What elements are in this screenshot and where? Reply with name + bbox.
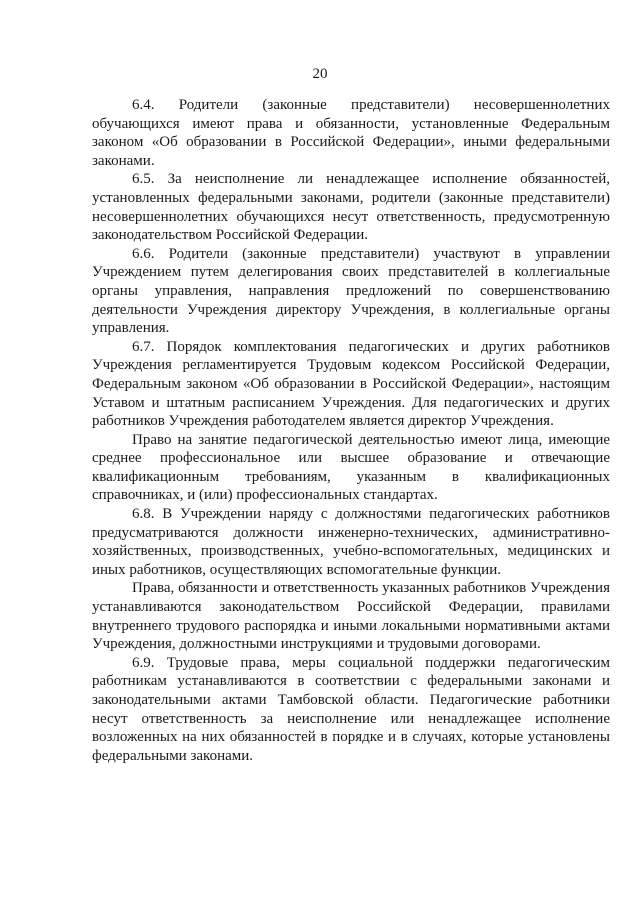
paragraph-6-8: 6.8. В Учреждении наряду с должностями педагогических работников предусматриваются должности инженерно-технических, административно-хозяйственных, производственных, учебно-вспомогательных, медицинских и иных работников, осуществляющих вспомогательные функции. xyxy=(92,506,610,578)
paragraph-6-6: 6.6. Родители (законные представители) участвуют в управлении Учреждением путем делегирования своих представителей в коллегиальные органы управления, направления предложений по совершенствованию деятельности Учреждения директору Учреждения, в коллегиальные органы управления. xyxy=(92,245,610,337)
paragraph-6-5: 6.5. За неисполнение ли ненадлежащее исполнение обязанностей, установленных федеральными законами, родители (законные представители) несовершеннолетних обучающихся несут ответственность, предусмотренную законодательством Российской Федерации. xyxy=(92,171,610,244)
paragraph-6-9: 6.9. Трудовые права, меры социальной поддержки педагогическим работникам устанавливаются в соответствии с федеральными законами и законодательными актами Тамбовской области. Педагогические работники несут ответственность за неисполнение или ненадлежащее исполнение возложенных на них обязанностей в порядке и в случаях, которые установлены федеральными законами. xyxy=(92,654,610,764)
paragraph-6-7-qualifications: Право на занятие педагогической деятельностью имеют лица, имеющие среднее профессиональное или высшее образование и отвечающие квалификационным требованиям, указанным в квалификационных справочниках, и (или) профессиональных стандартах. xyxy=(92,431,610,504)
paragraph-6-4: 6.4. Родители (законные представители) несовершеннолетних обучающихся имеют права и обязанности, установленные Федеральным законом «Об образовании в Российской Федерации», иными федеральными законами. xyxy=(92,97,610,169)
paragraph-6-7: 6.7. Порядок комплектования педагогических и других работников Учреждения регламентируется Трудовым кодексом Российской Федерации, Федеральным законом «Об образовании в Российской Федерации», настоящим Уставом и штатным расписанием Учреждения. Для педагогических и других работников Учреждения работодателем является директор Учреждения. xyxy=(92,338,610,430)
document-body xyxy=(92,96,610,765)
page-number: 20 xyxy=(312,66,328,82)
paragraph-6-8-responsibilities: Права, обязанности и ответственность указанных работников Учреждения устанавливаются законодательством Российской Федерации, правилами внутреннего трудового распорядка и иными локальными нормативными актами Учреждения, должностными инструкциями и трудовыми договорами. xyxy=(92,580,610,653)
